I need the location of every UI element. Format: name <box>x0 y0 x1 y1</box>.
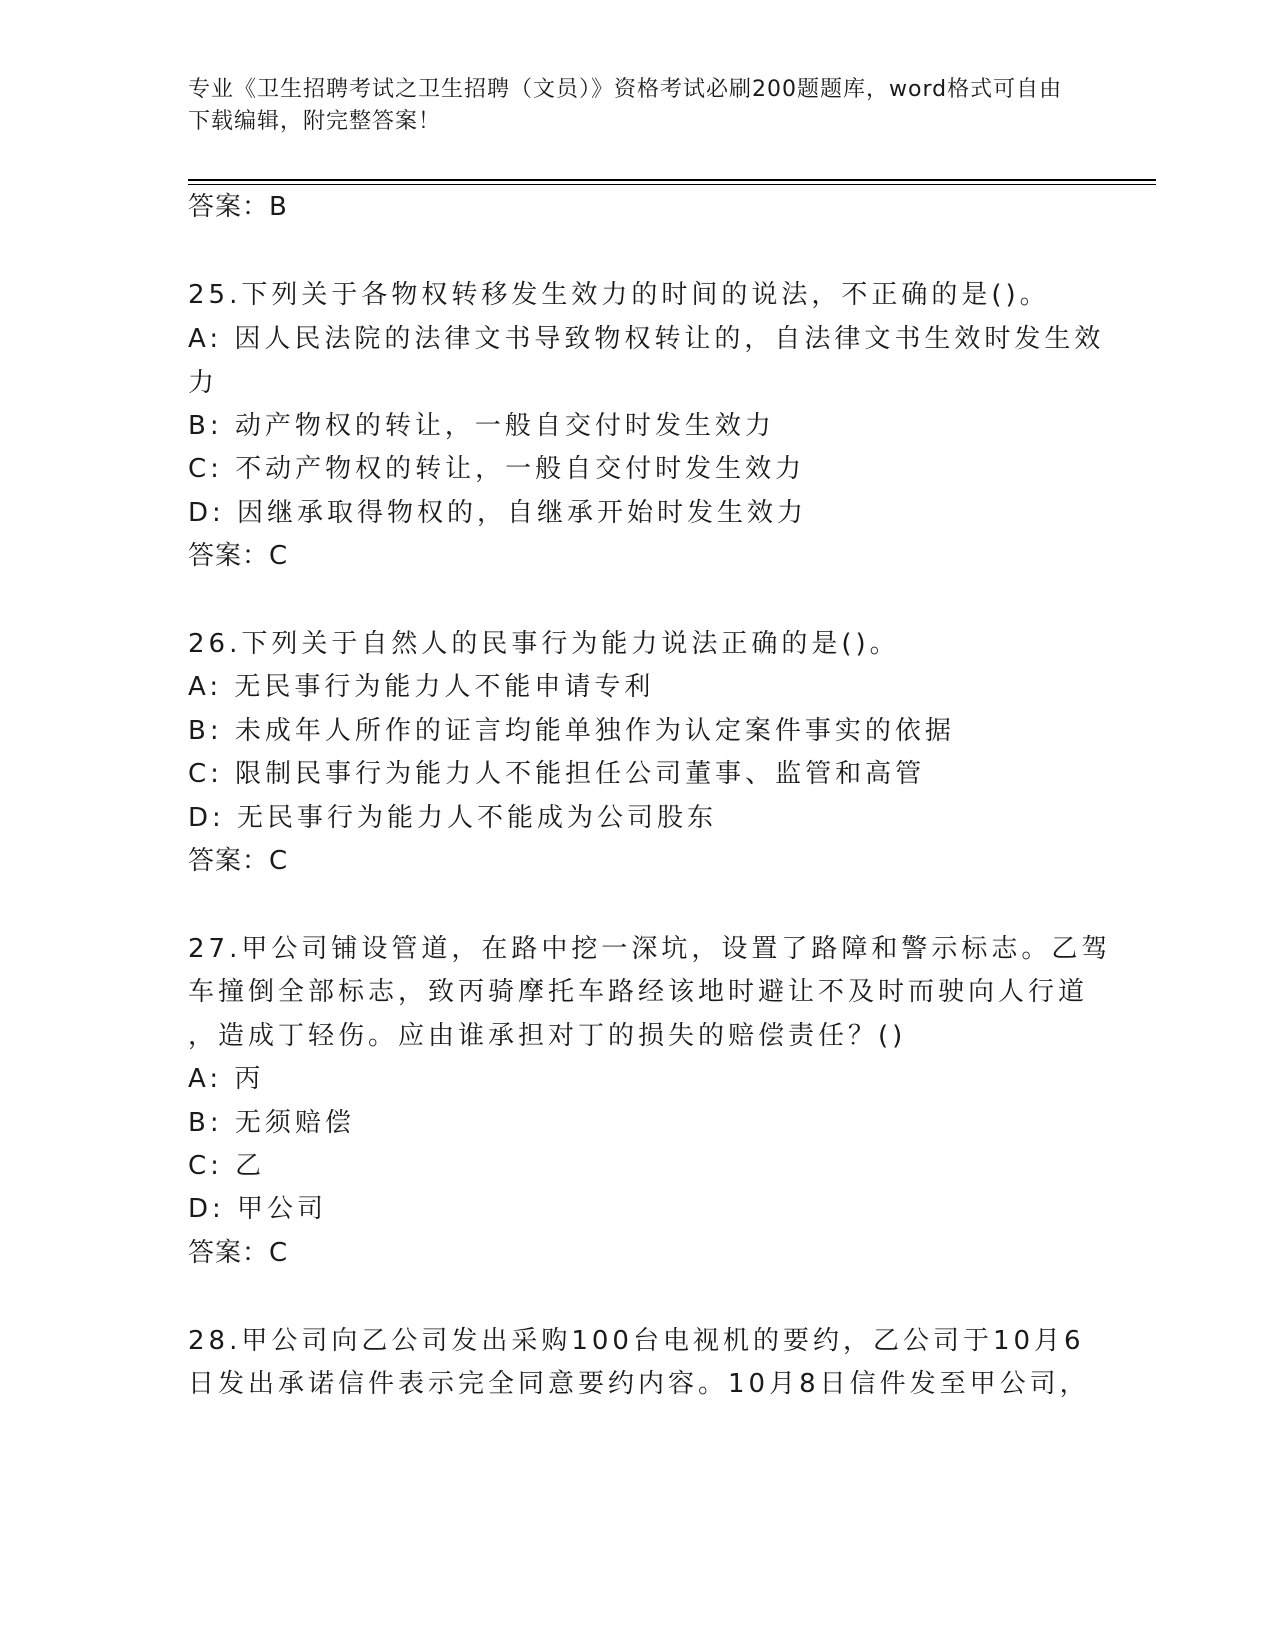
question-line: 26.下列关于自然人的民事行为能力说法正确的是()。 <box>188 629 900 659</box>
question-line: 27.甲公司铺设管道，在路中挖一深坑，设置了路障和警示标志。乙驾 <box>188 934 1112 964</box>
question-line: 日发出承诺信件表示完全同意要约内容。10月8日信件发至甲公司， <box>188 1369 1090 1399</box>
option-line: B: 动产物权的转让，一般自交付时发生效力 <box>188 411 775 441</box>
option-line: 力 <box>188 368 219 398</box>
option-line: B: 无须赔偿 <box>188 1108 355 1138</box>
question-line: 28.甲公司向乙公司发出采购100台电视机的要约，乙公司于10月6 <box>188 1326 1085 1356</box>
option-line: B: 未成年人所作的证言均能单独作为认定案件事实的依据 <box>188 716 955 746</box>
option-line: D: 因继承取得物权的，自继承开始时发生效力 <box>188 498 808 528</box>
answer-line: 答案：C <box>188 846 289 876</box>
option-line: C: 不动产物权的转让，一般自交付时发生效力 <box>188 454 806 484</box>
header-rule-thin <box>188 184 1156 185</box>
document-header: 专业《卫生招聘考试之卫生招聘（文员）》资格考试必刷200题题库，word格式可自由下载编辑，附完整答案！ <box>188 77 1063 134</box>
question-line: 车撞倒全部标志，致丙骑摩托车路经该地时避让不及时而驶向人行道 <box>188 977 1089 1007</box>
option-line: A: 因人民法院的法律文书导致物权转让的，自法律文书生效时发生效 <box>188 324 1105 354</box>
answer-line: 答案：C <box>188 541 289 571</box>
option-line: D: 甲公司 <box>188 1194 328 1224</box>
answer-line: 答案：C <box>188 1238 289 1268</box>
answer-line: 答案：B <box>188 192 288 222</box>
header-rule-thick <box>188 179 1156 181</box>
option-line: C: 乙 <box>188 1151 266 1181</box>
question-line: ，造成丁轻伤。应由谁承担对丁的损失的赔偿责任？() <box>188 1021 907 1051</box>
option-line: C: 限制民事行为能力人不能担任公司董事、监管和高管 <box>188 759 926 789</box>
question-line: 25.下列关于各物权转移发生效力的时间的说法，不正确的是()。 <box>188 280 1050 310</box>
option-line: D: 无民事行为能力人不能成为公司股东 <box>188 803 718 833</box>
option-line: A: 丙 <box>188 1064 265 1094</box>
option-line: A: 无民事行为能力人不能申请专利 <box>188 672 655 702</box>
